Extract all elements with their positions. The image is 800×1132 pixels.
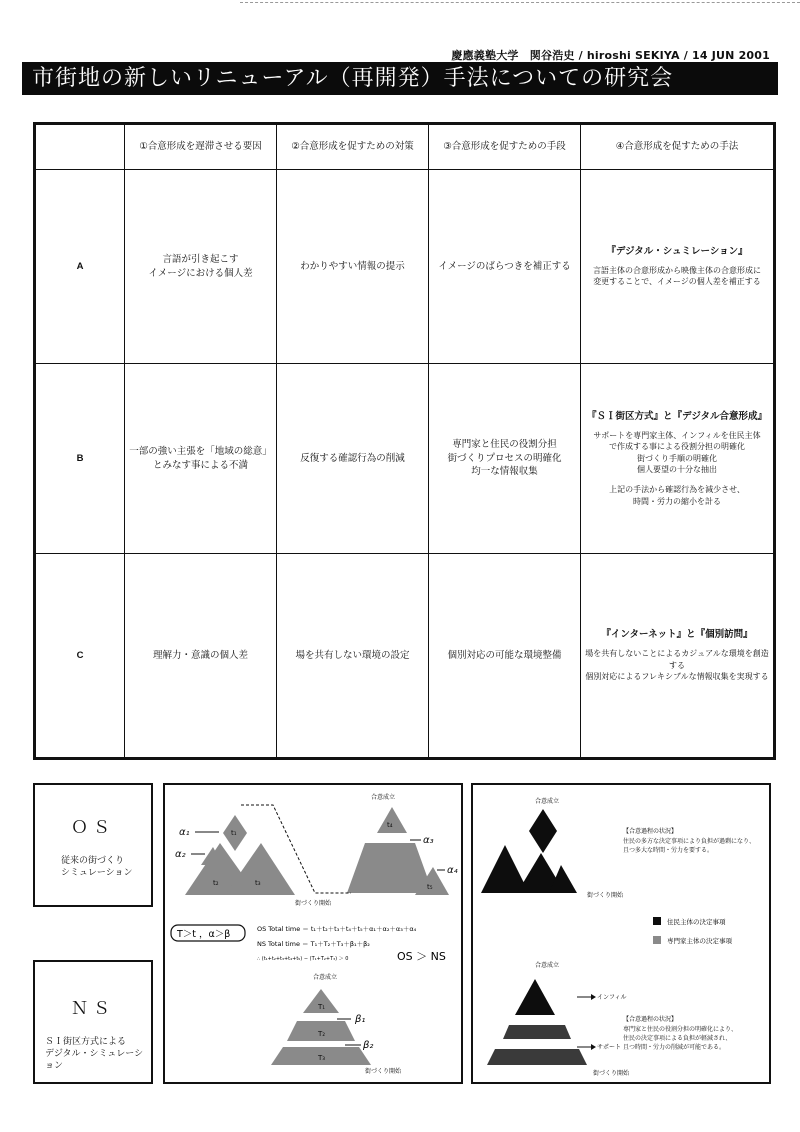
os-decision-shapes xyxy=(481,809,577,893)
decision-structure-diagram xyxy=(471,783,771,1084)
comparison-table xyxy=(33,122,776,760)
table-row xyxy=(35,170,775,364)
notes-title: 【合意過程の状況】 xyxy=(623,828,678,835)
legend-resident: 住民主体の決定事項 xyxy=(667,918,726,926)
os-ns-comparison: OS ＞ NS xyxy=(397,950,446,963)
ns-infill-shape xyxy=(515,979,555,1015)
alpha-label: α₂ xyxy=(175,849,186,860)
ns-grey-trapezoid-lower xyxy=(487,1049,587,1065)
T-label: T₁ xyxy=(318,1003,326,1011)
T-label: T₃ xyxy=(318,1054,326,1062)
consensus-label: 合意成立 xyxy=(313,974,338,981)
table-row xyxy=(35,554,775,759)
column-header: ②合意形成を促すための対策 xyxy=(277,124,429,170)
method-title: 『デジタル・シュミレーション』 xyxy=(606,246,748,258)
legend-expert: 専門家主体の決定事項 xyxy=(667,937,732,945)
ns-formula: NS Total time ＝ T₁＋T₂＋T₃＋β₁＋β₂ xyxy=(257,940,370,948)
ns-title: ＮＳ xyxy=(71,999,115,1019)
infill-label: インフィル xyxy=(597,994,627,1001)
means-cell: イメージのばらつきを補正する xyxy=(429,170,581,364)
decision-diagram-svg xyxy=(473,785,769,1082)
start-label: 街づくり開始 xyxy=(365,1068,402,1075)
row-letter: A xyxy=(35,170,125,364)
os-subtitle: 従来の街づくり シミュレーション xyxy=(61,856,133,879)
means-cell: 専門家と住民の役割分担 街づくりプロセスの明確化 均一な情報収集 xyxy=(429,364,581,554)
os-title: ＯＳ xyxy=(71,818,115,838)
row-letter: B xyxy=(35,364,125,554)
support-label: サポート xyxy=(597,1044,622,1051)
resident-legend-swatch xyxy=(653,917,661,925)
column-header: ③合意形成を促すための手段 xyxy=(429,124,581,170)
method-cell xyxy=(581,554,775,759)
method-body: サポートを専門家主体、インフィルを住民主体 で作成する事による役割分担の明確化 街づくり手順の明確化 個人要望の十分な抽出 xyxy=(593,430,761,475)
ns-note-wrapper xyxy=(623,1025,769,1065)
t-label: t₄ xyxy=(387,821,393,829)
table-header-row xyxy=(35,124,775,170)
t-label: t₅ xyxy=(427,883,433,891)
method-cell xyxy=(581,364,775,554)
time-diagram-svg xyxy=(165,785,461,1082)
ns-note: 専門家と住民の役割分担の明確化により、 住民の決定事項による負担が軽減され、 且つ時間・労力の削減が可能である。 xyxy=(623,1026,738,1051)
os-top-triangle xyxy=(377,807,407,833)
T-label: T₂ xyxy=(318,1030,326,1038)
consensus-label: 合意成立 xyxy=(535,798,560,805)
time-comparison-diagram xyxy=(163,783,463,1084)
author-line: 慶應義塾大学 関谷浩史 / hiroshi SEKIYA / 14 JUN 2001 xyxy=(451,49,770,62)
top-rule xyxy=(240,2,800,3)
row-letter: C xyxy=(35,554,125,759)
inequality-text: T＞t ，α＞β xyxy=(177,929,231,940)
method-body: 言語主体の合意形成から映像主体の合意形成に 変更することで、イメージの個人差を補正する xyxy=(593,265,761,287)
ns-grey-trapezoid-upper xyxy=(503,1025,571,1039)
method-title: 『インターネット』と『個別訪問』 xyxy=(601,629,753,641)
page-title: 市街地の新しいリニューアル（再開発）手法についての研究会 xyxy=(22,62,778,95)
t-label: t₃ xyxy=(255,879,261,887)
notes-title: 【合意過程の状況】 xyxy=(623,1016,678,1023)
ns-support-shapes xyxy=(487,1025,587,1065)
ns-subtitle: ＳＩ街区方式による デジタル・シミュレーション xyxy=(45,1037,144,1072)
os-label-box xyxy=(33,783,153,907)
start-label: 街づくり開始 xyxy=(295,900,332,907)
consensus-label: 合意成立 xyxy=(535,962,560,969)
table-row xyxy=(35,364,775,554)
beta-label: β₂ xyxy=(363,1040,374,1051)
alpha-label: α₁ xyxy=(179,827,190,838)
os-formula: OS Total time ＝ t₁＋t₂＋t₃＋t₄＋t₅＋α₁＋α₂＋α₃＋α₄ xyxy=(257,925,417,933)
os-process-shapes xyxy=(185,807,449,895)
measure-cell: 反復する確認行為の削減 xyxy=(277,364,429,554)
factor-cell: 言語が引き起こす イメージにおける個人差 xyxy=(125,170,277,364)
alpha-label: α₃ xyxy=(423,835,434,846)
start-label: 街づくり開始 xyxy=(593,1070,630,1077)
method-cell xyxy=(581,170,775,364)
diff-formula: ∴ (t₁+t₂+t₃+t₄+t₅) − (T₁+T₂+T₃) ＞ 0 xyxy=(257,956,349,962)
beta-label: β₁ xyxy=(355,1014,366,1025)
alpha-label: α₄ xyxy=(447,865,458,876)
method-body: 場を共有しないことによるカジュアルな環境を創造する 個別対応によるフレキシブルな情報収集を実現する xyxy=(585,648,769,682)
column-header: ④合意形成を促すための手法 xyxy=(581,124,775,170)
method-title: 『ＳＩ街区方式』と『デジタル合意形成』 xyxy=(587,410,767,422)
measure-cell: 場を共有しない環境の設定 xyxy=(277,554,429,759)
means-cell: 個別対応の可能な環境整備 xyxy=(429,554,581,759)
t-label: t₂ xyxy=(213,879,219,887)
column-header: ①合意形成を遅滞させる要因 xyxy=(125,124,277,170)
os-black-diamond xyxy=(529,809,557,853)
start-label: 街づくり開始 xyxy=(587,892,624,899)
support-arrow-head xyxy=(591,1044,596,1050)
os-note: 住民の多方な決定事項により負担が過剰になり、 且つ多大な時間・労力を要する。 xyxy=(623,838,756,854)
factor-cell: 理解力・意識の個人差 xyxy=(125,554,277,759)
os-hexagon xyxy=(347,843,433,893)
os-note-wrapper xyxy=(623,837,769,867)
infill-arrow-head xyxy=(591,994,596,1000)
ns-black-triangle xyxy=(515,979,555,1015)
method-body-note: 上記の手法から確認行為を減少させ、 時間・労力の縮小を計る xyxy=(609,484,745,506)
table-corner xyxy=(35,124,125,170)
ns-label-box xyxy=(33,960,153,1084)
expert-legend-swatch xyxy=(653,936,661,944)
consensus-label: 合意成立 xyxy=(371,794,396,801)
measure-cell: わかりやすい情報の提示 xyxy=(277,170,429,364)
t-label: t₁ xyxy=(231,829,237,837)
factor-cell: 一部の強い主張を「地域の総意」 とみなす事による不満 xyxy=(125,364,277,554)
